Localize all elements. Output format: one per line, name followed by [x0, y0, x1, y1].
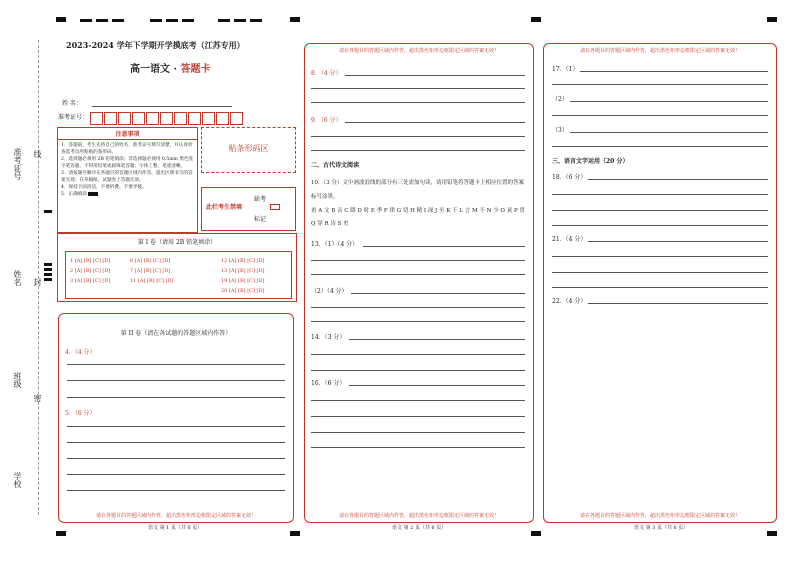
page3-box — [543, 43, 777, 523]
answer-line[interactable] — [67, 442, 285, 443]
registration-mark — [112, 19, 124, 22]
q8-label: 8．（4 分） — [311, 70, 342, 77]
absent-label: 此栏考生禁填 — [206, 204, 243, 211]
notice-item: 2．选择题必须用 2B 铅笔填涂；非选择题必须用 0.5mm 黑色签字笔答题，不得用铅笔或圆珠笔答题；字体工整、笔迹清晰。 — [61, 157, 194, 169]
registration-mark — [531, 17, 541, 22]
answer-line[interactable] — [588, 179, 768, 180]
answer-line[interactable] — [552, 287, 768, 288]
answer-line[interactable] — [552, 256, 768, 257]
name-label: 姓 名： — [62, 100, 82, 107]
boundary-note: 请在各题目的答题区域内作答，超出黑色矩形边框限定区域的答案无效！ — [579, 513, 740, 519]
q10-options[interactable]: 甫 A 文 B 音 C 降 D 时 E 季 F 律 G 切 H 精 I 深 J 至 K 千 L 言 M 不 N 少 O 衰 P 贯 Q 穿 R 诗 S 史 — [311, 208, 525, 227]
choice-row[interactable]: 12 [A] [B] [C] [D] — [221, 258, 265, 264]
side-label-secret: 密 — [33, 394, 42, 402]
answer-line[interactable] — [552, 225, 768, 226]
q4-label: 4．（4 分） — [65, 349, 96, 356]
answer-line[interactable] — [349, 385, 525, 386]
barcode-area — [201, 127, 296, 173]
answer-line[interactable] — [311, 88, 525, 89]
answer-line[interactable] — [552, 84, 768, 85]
header-subtitle — [130, 60, 210, 75]
registration-mark — [150, 19, 162, 22]
absent-text: 缺考 — [254, 196, 267, 203]
side-label-school: 学校 — [13, 472, 22, 488]
registration-mark — [234, 19, 246, 22]
boundary-note: 请在各题目的答题区域内作答，超出黑色矩形边框限定区域的答案无效！ — [95, 513, 256, 519]
exam-no-box[interactable] — [160, 112, 173, 125]
answer-line[interactable] — [67, 474, 285, 475]
side-label-line: 线 — [33, 150, 42, 158]
q17-3-label: （3） — [552, 127, 568, 134]
exam-no-box[interactable] — [216, 112, 229, 125]
q16-label: 16．（6 分） — [311, 380, 346, 387]
answer-line[interactable] — [311, 370, 525, 371]
q21-label: 21．（4 分） — [552, 236, 587, 243]
answer-line[interactable] — [311, 102, 525, 103]
answer-line[interactable] — [311, 150, 525, 151]
side-label-class: 班级 — [13, 372, 22, 388]
choice-row[interactable]: 11 [A] [B] [C] [D] — [130, 278, 174, 284]
boundary-note: 请在各题目的答题区域内作答，超出黑色矩形边框限定区域的答案无效！ — [338, 48, 499, 54]
notice-list — [58, 140, 197, 200]
q5-label: 5．（6 分） — [65, 410, 96, 417]
section1-grid — [65, 251, 292, 299]
exam-no-box[interactable] — [146, 112, 159, 125]
registration-mark — [531, 531, 541, 536]
choice-row[interactable]: 13 [A] [B] [C] [D] — [221, 268, 265, 274]
answer-line[interactable] — [363, 246, 525, 247]
name-field[interactable] — [92, 106, 232, 107]
answer-line[interactable] — [67, 364, 285, 365]
absent-box — [201, 187, 296, 231]
exam-no-box[interactable] — [118, 112, 131, 125]
q9-label: 9．（6 分） — [311, 117, 342, 124]
absent-text-2: 标记 — [254, 216, 267, 223]
exam-no-box[interactable] — [230, 112, 243, 125]
q18-label: 18．（6 分） — [552, 174, 587, 181]
notice-item: 3．请按题号顺序在各题目的答题区域内作答，超出区域书写的答案无效；在草稿纸、试题卷上答题无效。 — [61, 171, 193, 183]
choice-col-3 — [221, 256, 264, 296]
registration-mark — [166, 19, 178, 22]
answer-line[interactable] — [345, 75, 525, 76]
filled-example — [88, 192, 98, 196]
answer-line[interactable] — [67, 426, 285, 427]
page-footer: 语文 第 2 页（共 6 页） — [392, 525, 447, 531]
side-label-exam-no: 准考证号 — [13, 148, 22, 180]
choice-col-2 — [130, 256, 173, 286]
exam-no-label: 准考证号： — [58, 114, 89, 121]
registration-mark — [80, 19, 92, 22]
section3-heading: 三、语言文字运用（20 分） — [552, 158, 629, 165]
answer-line[interactable] — [311, 274, 525, 275]
answer-line[interactable] — [311, 307, 525, 308]
page2-box — [304, 43, 534, 523]
answer-line[interactable] — [588, 241, 768, 242]
choice-row[interactable]: 6 [A] [B] [C] [D] — [130, 258, 171, 264]
section2-title: 第 II 卷（请在各试题的答题区域内作答） — [120, 330, 232, 337]
answer-line[interactable] — [67, 458, 285, 459]
registration-mark — [182, 19, 194, 22]
answer-line[interactable] — [552, 115, 768, 116]
registration-mark — [56, 17, 66, 22]
choice-col-1 — [70, 256, 110, 286]
notice-item-fill: 5．正确填涂 — [61, 191, 194, 198]
answer-line[interactable] — [311, 416, 525, 417]
section2-heading: 二、古代诗文阅读 — [311, 162, 360, 169]
exam-no-box[interactable] — [188, 112, 201, 125]
choice-row[interactable]: 2 [A] [B] [C] [D] — [70, 268, 111, 274]
q17-2-label: （2） — [552, 96, 568, 103]
binding-mark — [44, 278, 52, 281]
answer-line[interactable] — [311, 321, 525, 322]
choice-row[interactable]: 19 [A] [B] [C] [D] — [221, 278, 265, 284]
notice-box — [57, 127, 198, 233]
notice-item: 4．保持卡面清洁，不要折叠、不要弄破。 — [61, 185, 147, 190]
exam-no-box[interactable] — [132, 112, 145, 125]
exam-no-box[interactable] — [174, 112, 187, 125]
answer-line[interactable] — [311, 354, 525, 355]
answer-line[interactable] — [552, 194, 768, 195]
choice-row[interactable]: 3 [A] [B] [C] [D] — [70, 278, 111, 284]
q22-label: 22．（4 分） — [552, 298, 587, 305]
answer-line[interactable] — [552, 146, 768, 147]
side-label-name: 姓名 — [13, 270, 22, 286]
notice-title: 注意事项 — [58, 128, 197, 140]
answer-line[interactable] — [311, 432, 525, 433]
exam-no-box[interactable] — [90, 112, 103, 125]
registration-mark — [767, 17, 777, 22]
answer-line[interactable] — [311, 260, 525, 261]
header-title: 2023-2024 学年下学期开学摸底考（江苏专用） — [66, 40, 245, 50]
answer-line[interactable] — [552, 210, 768, 211]
answer-line[interactable] — [349, 339, 525, 340]
binding-mark — [44, 273, 52, 276]
binding-mark — [44, 268, 52, 271]
side-label-seal: 封 — [33, 278, 42, 286]
q13-2-label: （2）（4 分） — [311, 288, 348, 295]
choice-row[interactable]: 1 [A] [B] [C] [D] — [70, 258, 111, 264]
registration-mark — [218, 19, 230, 22]
answer-line[interactable] — [351, 293, 525, 294]
answer-line[interactable] — [570, 101, 768, 102]
barcode-label: 贴条形码区 — [228, 144, 269, 153]
choice-row[interactable]: 20 [A] [B] [C] [D] — [221, 288, 265, 294]
q10-text: 10．（3 分）文中画波浪线的部分有三处需加句读，请用铅笔将答题卡上相应位置的答案标号涂黑。 — [311, 180, 524, 200]
subtitle-red: 答题卡 — [180, 64, 211, 75]
registration-mark — [767, 531, 777, 536]
answer-line[interactable] — [67, 380, 285, 381]
answer-line[interactable] — [552, 272, 768, 273]
exam-no-box[interactable] — [202, 112, 215, 125]
registration-mark — [290, 531, 300, 536]
section1-box — [57, 233, 297, 302]
registration-mark — [250, 19, 262, 22]
q17-1-label: 17．（1） — [552, 66, 579, 73]
boundary-note: 请在各题目的答题区域内作答，超出黑色矩形边框限定区域的答案无效！ — [338, 513, 499, 519]
section1-title: 第 I 卷（请用 2B 铅笔填涂） — [137, 239, 217, 246]
answer-line[interactable] — [345, 122, 525, 123]
boundary-note: 请在各题目的答题区域内作答，超出黑色矩形边框限定区域的答案无效！ — [579, 48, 740, 54]
binding-mark — [44, 210, 52, 213]
q14-label: 14．（3 分） — [311, 334, 346, 341]
registration-mark — [96, 19, 108, 22]
subtitle-plain: 高一语文 · — [130, 64, 181, 75]
answer-line[interactable] — [311, 136, 525, 137]
section2-box — [58, 313, 294, 523]
answer-line[interactable] — [580, 71, 768, 72]
choice-row[interactable]: 7 [A] [B] [C] [D] — [130, 268, 171, 274]
answer-line[interactable] — [67, 490, 285, 491]
answer-line[interactable] — [311, 400, 525, 401]
answer-line[interactable] — [67, 397, 285, 398]
notice-item: 1．答题前，考生先将自己的姓名，准考证号填写清楚，并认真检查监考员所粘贴的条形码。 — [61, 143, 193, 155]
answer-line[interactable] — [588, 303, 768, 304]
exam-no-box[interactable] — [104, 112, 117, 125]
page-footer: 语文 第 3 页（共 6 页） — [634, 525, 689, 531]
page-footer: 语文 第 1 页（共 6 页） — [148, 525, 203, 531]
answer-line[interactable] — [570, 132, 768, 133]
registration-mark — [56, 531, 66, 536]
binding-mark — [44, 263, 52, 266]
registration-mark — [290, 17, 300, 22]
answer-line[interactable] — [311, 447, 525, 448]
absent-checkbox[interactable] — [270, 204, 280, 210]
q13-label: 13．（1）（4 分） — [311, 241, 359, 248]
